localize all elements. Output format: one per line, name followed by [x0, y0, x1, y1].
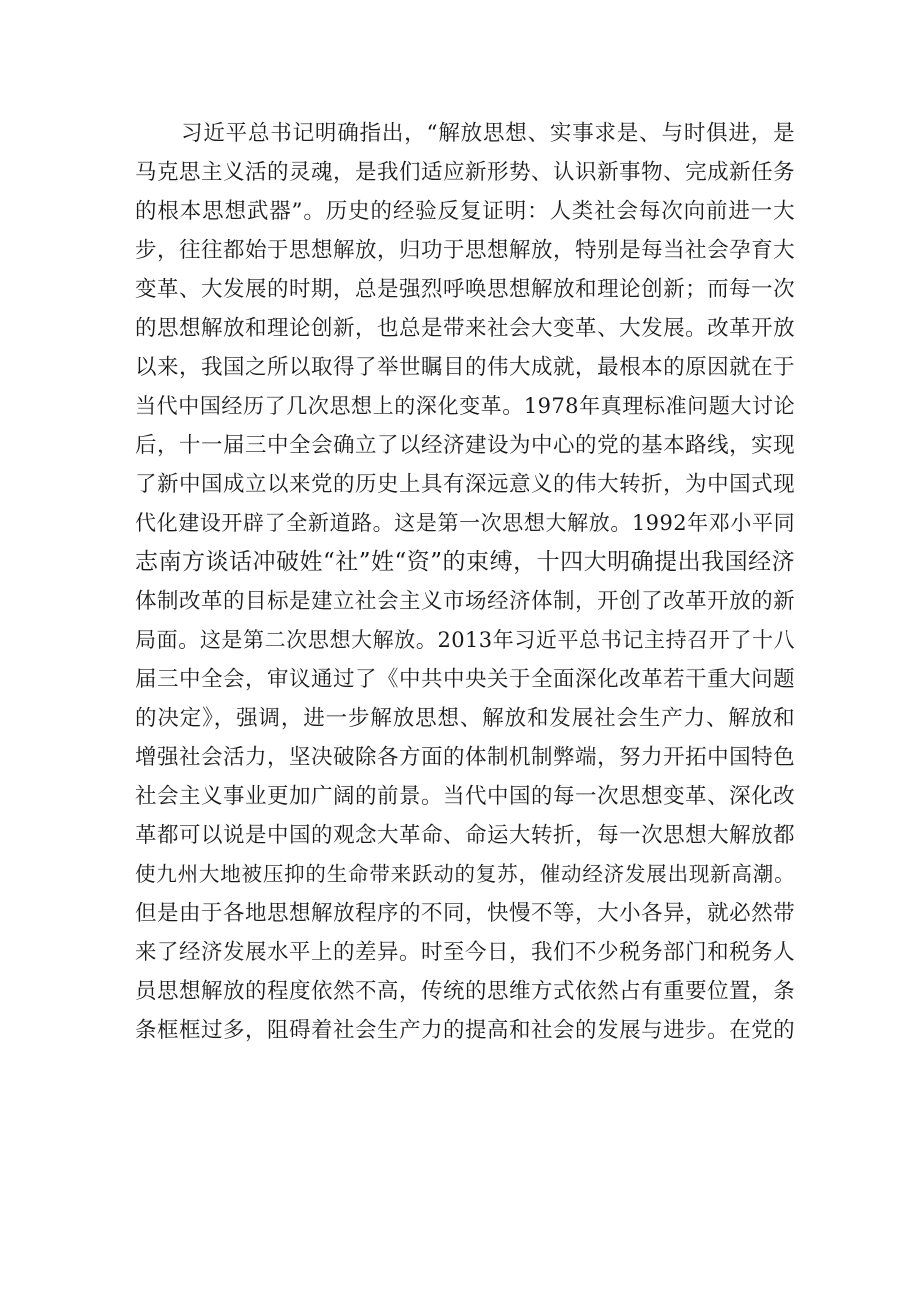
paragraph-line: 变革、大发展的时期，总是强烈呼唤思想解放和理论创新；而每一次 [135, 277, 795, 302]
paragraph-line: 志南方谈话冲破姓“社”姓“资”的束缚，十四大明确提出我国经济 [135, 549, 795, 575]
paragraph-line: 马克思主义活的灵魂，是我们适应新形势、认识新事物、完成新任务 [135, 160, 795, 185]
paragraph-line: 步，往往都始于思想解放，归功于思想解放，特别是每当社会孕育大 [135, 238, 795, 263]
paragraph-line: 使九州大地被压抑的生命带来跃动的复苏，催动经济发展出现新高潮。 [135, 862, 795, 886]
paragraph-line: 体制改革的目标是建立社会主义市场经济体制，开创了改革开放的新 [135, 589, 795, 614]
paragraph-line: 员思想解放的程度依然不高，传统的思维方式依然占有重要位置，条 [135, 979, 795, 1004]
paragraph-line: 代化建设开辟了全新道路。这是第一次思想大解放。1992年邓小平同 [135, 511, 795, 535]
paragraph-line: 革都可以说是中国的观念大革命、命运大转折，每一次思想大解放都 [135, 823, 795, 848]
paragraph-line: 届三中全会，审议通过了《中共中央关于全面深化改革若干重大问题 [135, 667, 795, 692]
paragraph-line: 以来，我国之所以取得了举世瞩目的伟大成就，最根本的原因就在于 [135, 355, 795, 380]
paragraph-line: 局面。这是第二次思想大解放。2013年习近平总书记主持召开了十八 [135, 628, 795, 652]
paragraph-line: 社会主义事业更加广阔的前景。当代中国的每一次思想变革、深化改 [135, 784, 795, 809]
paragraph-line: 但是由于各地思想解放程序的不同，快慢不等，大小各异，就必然带 [135, 901, 795, 926]
paragraph-line: 了新中国成立以来党的历史上具有深远意义的伟大转折，为中国式现 [135, 472, 795, 497]
paragraph-line: 的决定》，强调，进一步解放思想、解放和发展社会生产力、解放和 [135, 706, 795, 731]
paragraph-line: 习近平总书记明确指出，“解放思想、实事求是、与时俱进，是 [181, 121, 795, 146]
paragraph-line: 来了经济发展水平上的差异。时至今日，我们不少税务部门和税务人 [135, 940, 795, 965]
paragraph-line: 条框框过多，阻碍着社会生产力的提高和社会的发展与进步。在党的 [135, 1018, 795, 1043]
paragraph-line: 增强社会活力，坚决破除各方面的体制机制弊端，努力开拓中国特色 [135, 745, 795, 770]
paragraph-line: 的根本思想武器”。历史的经验反复证明：人类社会每次向前进一大 [135, 199, 795, 224]
paragraph-line: 的思想解放和理论创新，也总是带来社会大变革、大发展。改革开放 [135, 316, 795, 341]
body-paragraph [135, 114, 795, 1050]
paragraph-line: 当代中国经历了几次思想上的深化变革。1978年真理标准问题大讨论 [135, 394, 795, 418]
paragraph-line: 后，十一届三中全会确立了以经济建设为中心的党的基本路线，实现 [135, 433, 795, 458]
